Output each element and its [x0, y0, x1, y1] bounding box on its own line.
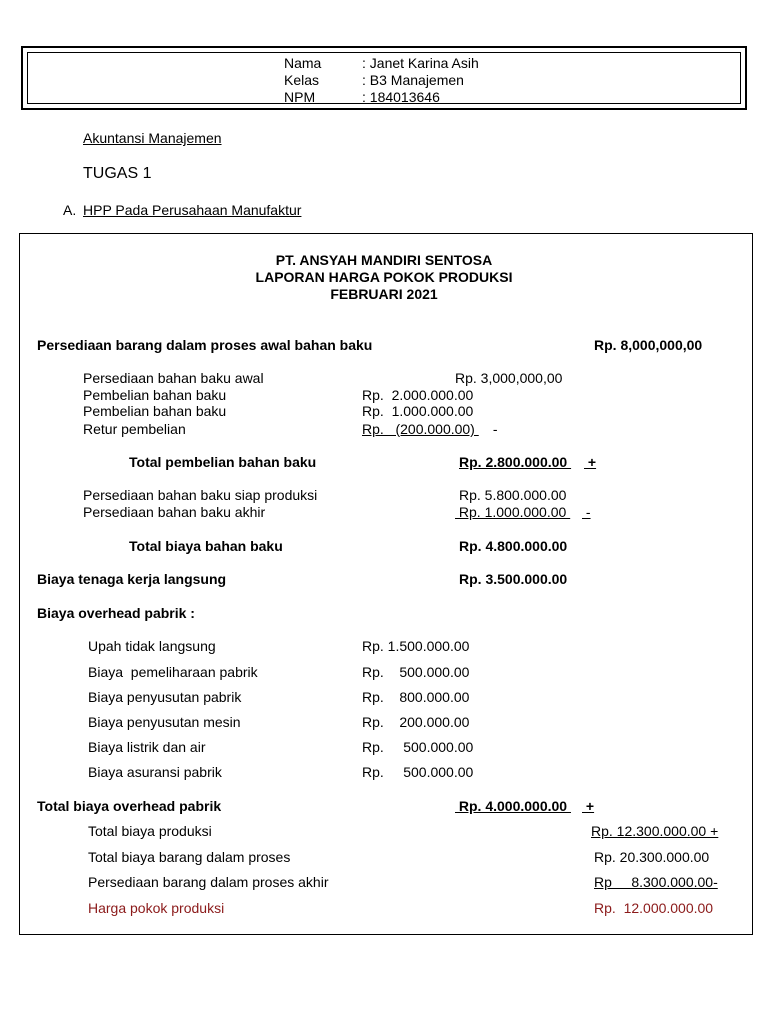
assignment-title: TUGAS 1: [83, 165, 152, 182]
overhead-item-label: Biaya pemeliharaan pabrik: [88, 664, 258, 680]
name-label: Nama: [284, 55, 322, 71]
total-wip-label: Total biaya barang dalam proses: [88, 849, 291, 865]
raw-begin-value: Rp. 3,000,000,00: [455, 370, 563, 386]
npm-value: : 184013646: [362, 89, 440, 105]
purchase-2-label: Pembelian bahan baku: [83, 403, 227, 419]
available-label: Persediaan bahan baku siap produksi: [83, 487, 318, 503]
npm-label: NPM: [284, 89, 316, 105]
cogm-label: Harga pokok produksi: [88, 900, 225, 916]
section-letter: A.: [63, 202, 77, 218]
class-value: : B3 Manajemen: [362, 72, 464, 88]
opening-wip-label: Persediaan barang dalam proses awal bahan baku: [37, 337, 373, 353]
direct-labor-label: Biaya tenaga kerja langsung: [37, 571, 227, 587]
overhead-item-label: Upah tidak langsung: [88, 638, 216, 654]
purchase-1-value: Rp. 2.000.000.00: [362, 387, 474, 403]
overhead-item-label: Biaya penyusutan pabrik: [88, 689, 242, 705]
raw-end-sign: -: [582, 504, 591, 520]
total-overhead-value: Rp. 4.000.000.00: [455, 798, 571, 814]
purchase-1-label: Pembelian bahan baku: [83, 387, 227, 403]
overhead-item-value: Rp. 800.000.00: [362, 689, 470, 705]
total-purchases-value: Rp. 2.800.000.00: [459, 454, 572, 470]
raw-begin-label: Persediaan bahan baku awal: [83, 370, 264, 386]
ending-wip-value: Rp 8.300.000.00-: [594, 874, 718, 890]
overhead-item-label: Biaya penyusutan mesin: [88, 714, 241, 730]
class-label: Kelas: [284, 72, 320, 88]
section-title: HPP Pada Perusahaan Manufaktur: [83, 202, 302, 218]
overhead-heading: Biaya overhead pabrik :: [37, 605, 195, 621]
available-value: Rp. 5.800.000.00: [459, 487, 567, 503]
total-overhead-sign: +: [582, 798, 595, 814]
purchase-2-value: Rp. 1.000.000.00: [362, 403, 474, 419]
name-value: : Janet Karina Asih: [362, 55, 479, 71]
overhead-item-value: Rp. 500.000.00: [362, 739, 474, 755]
returns-value: Rp. (200.000.00): [362, 421, 479, 437]
overhead-item-label: Biaya listrik dan air: [88, 739, 206, 755]
raw-end-label: Persediaan bahan baku akhir: [83, 504, 266, 520]
total-materials-value: Rp. 4.800.000.00: [459, 538, 568, 554]
total-overhead-label: Total biaya overhead pabrik: [37, 798, 222, 814]
report-period: FEBRUARI 2021: [330, 286, 438, 302]
total-purchases-label: Total pembelian bahan baku: [129, 454, 317, 470]
returns-sign: -: [489, 421, 498, 437]
total-materials-label: Total biaya bahan baku: [129, 538, 283, 554]
total-purchases-sign: +: [584, 454, 597, 470]
overhead-item-value: Rp. 500.000.00: [362, 664, 470, 680]
total-production-label: Total biaya produksi: [88, 823, 212, 839]
overhead-item-value: Rp. 500.000.00: [362, 764, 474, 780]
total-wip-value: Rp. 20.300.000.00: [594, 849, 710, 865]
total-production-value: Rp. 12.300.000.00 +: [591, 823, 719, 839]
overhead-item-label: Biaya asuransi pabrik: [88, 764, 222, 780]
report-title: LAPORAN HARGA POKOK PRODUKSI: [255, 269, 513, 285]
company-name: PT. ANSYAH MANDIRI SENTOSA: [275, 252, 493, 268]
course-title: Akuntansi Manajemen: [83, 130, 222, 146]
raw-end-value: Rp. 1.000.000.00: [455, 504, 571, 520]
direct-labor-value: Rp. 3.500.000.00: [459, 571, 568, 587]
opening-wip-value: Rp. 8,000,000,00: [594, 337, 703, 353]
cogm-value: Rp. 12.000.000.00: [594, 900, 714, 916]
overhead-item-value: Rp. 1.500.000.00: [362, 638, 470, 654]
ending-wip-label: Persediaan barang dalam proses akhir: [88, 874, 329, 890]
returns-label: Retur pembelian: [83, 421, 186, 437]
overhead-item-value: Rp. 200.000.00: [362, 714, 470, 730]
